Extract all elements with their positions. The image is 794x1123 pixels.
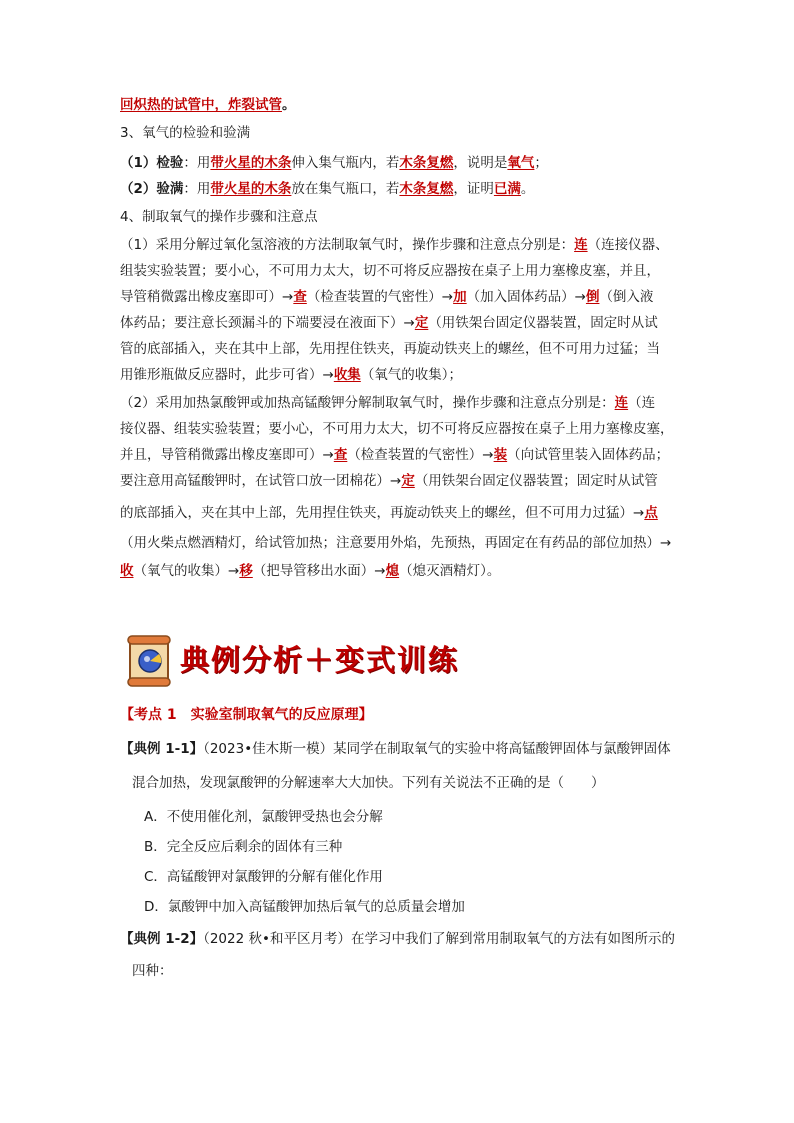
example-1-2-line-2: 四种：	[132, 963, 173, 979]
text: （氧气的收集）→	[133, 563, 240, 579]
text: 。	[520, 181, 535, 197]
text: 体药品；要注意长颈漏斗的下端要浸在液面下）→	[120, 315, 415, 331]
check-label: （1）检验	[120, 155, 184, 171]
option-a: A．不使用催化剂，氯酸钾受热也会分解	[144, 809, 383, 825]
check-line	[120, 154, 720, 172]
p2-line-2: 接仪器、组装实验装置；要小心，不可用力太大，切不可将反应器按在桌子上用力塞橡皮塞，	[120, 421, 674, 437]
highlight-text: 加	[453, 289, 467, 305]
text: （2023•佳木斯一模）某同学在制取氧气的实验中将高锰酸钾固体与氯酸钾固体	[203, 741, 671, 757]
example-1-1-line-2: 混合加热，发现氯酸钾的分解速率大大加快。下列有关说法不正确的是（ ）	[132, 775, 605, 791]
text: （把导管移出水面）→	[252, 563, 386, 579]
example-tag: 【典例 1-1】	[120, 741, 204, 757]
section-3-title: 3、氧气的检验和验满	[120, 125, 251, 141]
text: （氧气的收集）；	[360, 367, 463, 383]
highlight-text: 熄	[385, 563, 400, 579]
text: （倒入液	[599, 289, 654, 305]
highlight-text: 木条复燃	[399, 181, 454, 197]
continuation-line	[120, 96, 720, 114]
kaodian-heading	[120, 706, 720, 724]
highlight-text: 木条复燃	[399, 155, 454, 171]
full-label: （2）验满	[120, 181, 184, 197]
text: ：用	[183, 181, 211, 197]
highlight-text: 查	[293, 289, 307, 305]
highlight-text: 回炽热的试管中，炸裂试管	[120, 97, 282, 113]
p2-line-6: （用火柴点燃酒精灯，给试管加热；注意要用外焰，先预热，再固定在有药品的部位加热）→	[120, 535, 672, 551]
p1-line-1	[120, 236, 720, 254]
highlight-text: 装	[493, 447, 508, 463]
p2-line-3	[120, 446, 720, 464]
highlight-text: 氧气	[507, 155, 535, 171]
text: （用铁架台固定仪器装置；固定时从试管	[414, 473, 658, 489]
option-d: D．氯酸钾中加入高锰酸钾加热后氧气的总质量会增加	[144, 899, 465, 915]
scroll-book-icon	[126, 632, 176, 688]
p1-line-4	[120, 314, 720, 332]
highlight-text: 移	[239, 563, 253, 579]
highlight-text: 定	[414, 315, 429, 331]
text: （2022 秋•和平区月考）在学习中我们了解到常用制取氧气的方法有如图所示的	[203, 931, 675, 947]
p2-line-1	[120, 394, 720, 412]
p2-line-5	[120, 504, 720, 522]
text: 放在集气瓶口，若	[291, 181, 400, 197]
highlight-text: 倒	[585, 289, 600, 305]
highlight-text: 连	[614, 395, 629, 411]
highlight-text: 带火星的木条	[210, 155, 292, 171]
kaodian-title: 【考点 1 实验室制取氧气的反应原理】	[120, 707, 373, 723]
punctuation: 。	[282, 97, 296, 113]
text: （熄灭酒精灯）。	[399, 563, 501, 579]
text: （用铁架台固定仪器装置，固定时从试	[428, 315, 658, 331]
text: 导管稍微露出橡皮塞即可）→	[120, 289, 294, 305]
highlight-text: 带火星的木条	[210, 181, 292, 197]
text: ：用	[183, 155, 211, 171]
text: （加入固体药品）→	[466, 289, 586, 305]
p1-line-2: 组装实验装置；要小心，不可用力太大，切不可将反应器按在桌子上用力塞橡皮塞，并且，	[120, 263, 660, 279]
text: ，证明	[453, 181, 494, 197]
p1-line-5: 管的底部插入，夹在其中上部，先用捏住铁夹，再旋动铁夹上的螺丝，但不可用力过猛；当	[120, 341, 660, 357]
highlight-text: 查	[333, 447, 348, 463]
example-1-2-line-1	[120, 930, 720, 948]
banner-title: 典例分析＋变式训练	[180, 643, 460, 677]
p1-line-3	[120, 288, 720, 306]
text: （连接仪器、	[587, 237, 669, 253]
highlight-text: 已满	[493, 181, 521, 197]
text: （向试管里装入固体药品；	[507, 447, 670, 463]
text: （检查装置的气密性）→	[347, 447, 494, 463]
text: ；	[534, 155, 548, 171]
example-tag: 【典例 1-2】	[120, 931, 204, 947]
text: 要注意用高锰酸钾时，在试管口放一团棉花）→	[120, 473, 402, 489]
text: 的底部插入，夹在其中上部，先用捏住铁夹，再旋动铁夹上的螺丝，但不可用力过猛）→	[120, 505, 645, 521]
p2-line-4	[120, 472, 720, 490]
highlight-text: 点	[644, 505, 658, 521]
p2-line-7	[120, 562, 720, 580]
full-line	[120, 180, 720, 198]
section-4-title: 4、制取氧气的操作步骤和注意点	[120, 209, 318, 225]
example-1-1-line-1	[120, 740, 720, 758]
highlight-text: 定	[401, 473, 415, 489]
text: ，说明是	[453, 155, 508, 171]
highlight-text: 连	[574, 237, 588, 253]
text: （2）采用加热氯酸钾或加热高锰酸钾分解制取氧气时，操作步骤和注意点分别是：	[120, 395, 615, 411]
text: （1）采用分解过氧化氢溶液的方法制取氧气时，操作步骤和注意点分别是：	[120, 237, 575, 253]
option-b: B．完全反应后剩余的固体有三种	[144, 839, 343, 855]
section-banner	[126, 632, 466, 688]
text: 伸入集气瓶内，若	[291, 155, 400, 171]
text: 并且，导管稍微露出橡皮塞即可）→	[120, 447, 334, 463]
text: 用锥形瓶做反应器时，此步可省）→	[120, 367, 334, 383]
p1-line-6	[120, 366, 720, 384]
highlight-text: 收	[120, 563, 134, 579]
text: （检查装置的气密性）→	[306, 289, 454, 305]
highlight-text: 收集	[333, 367, 361, 383]
option-c: C．高锰酸钾对氯酸钾的分解有催化作用	[144, 869, 383, 885]
text: （连	[628, 395, 656, 411]
